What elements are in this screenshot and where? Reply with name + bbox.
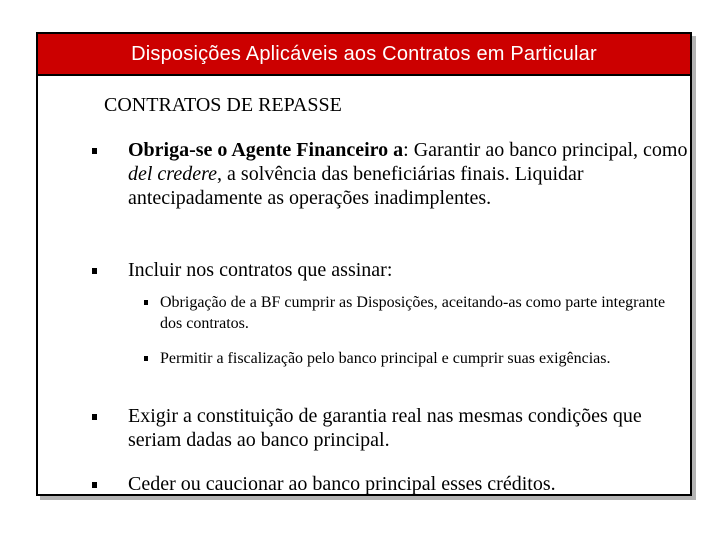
section-heading: CONTRATOS DE REPASSE xyxy=(104,94,342,116)
title-bar xyxy=(38,34,690,76)
sub-bullet-inspection xyxy=(160,348,670,369)
bullet-text: Incluir nos contratos que assinar: xyxy=(128,259,393,281)
bullet-obligations xyxy=(128,138,688,210)
sub-bullet-text: Obrigação de a BF cumprir as Disposições, aceitando-as como parte integrante dos contratos. xyxy=(160,294,666,332)
bullet-marker xyxy=(92,268,97,274)
sub-bullet-marker xyxy=(144,300,148,305)
bullet-guarantee xyxy=(128,404,648,452)
bullet-text: Ceder ou caucionar ao banco principal esses créditos. xyxy=(128,473,556,495)
bullet-text-part: , a solvência das beneficiárias finais. Liquidar antecipadamente as operações inadimplentes. xyxy=(128,163,584,209)
sub-bullet-text: Permitir a fiscalização pelo banco principal e cumprir suas exigências. xyxy=(160,350,611,367)
slide-frame xyxy=(36,32,692,496)
bullet-text-part: : Garantir ao banco principal, como xyxy=(403,139,688,161)
bullet-bold-lead: Obriga-se o Agente Financeiro a xyxy=(128,139,404,161)
bullet-text: Exigir a constituição de garantia real nas mesmas condições que seriam dadas ao banco principal. xyxy=(128,405,642,451)
bullet-include-contracts xyxy=(128,258,688,282)
bullet-marker xyxy=(92,148,97,154)
slide-title: Disposições Aplicáveis aos Contratos em Particular xyxy=(131,42,597,65)
italic-term: del credere xyxy=(128,163,218,185)
bullet-marker xyxy=(92,414,97,420)
bullet-marker xyxy=(92,482,97,488)
bullet-assign-credits xyxy=(128,472,688,496)
sub-bullet-marker xyxy=(144,356,148,361)
sub-bullet-obligation-bf xyxy=(160,292,670,334)
bullet-text xyxy=(128,138,688,210)
